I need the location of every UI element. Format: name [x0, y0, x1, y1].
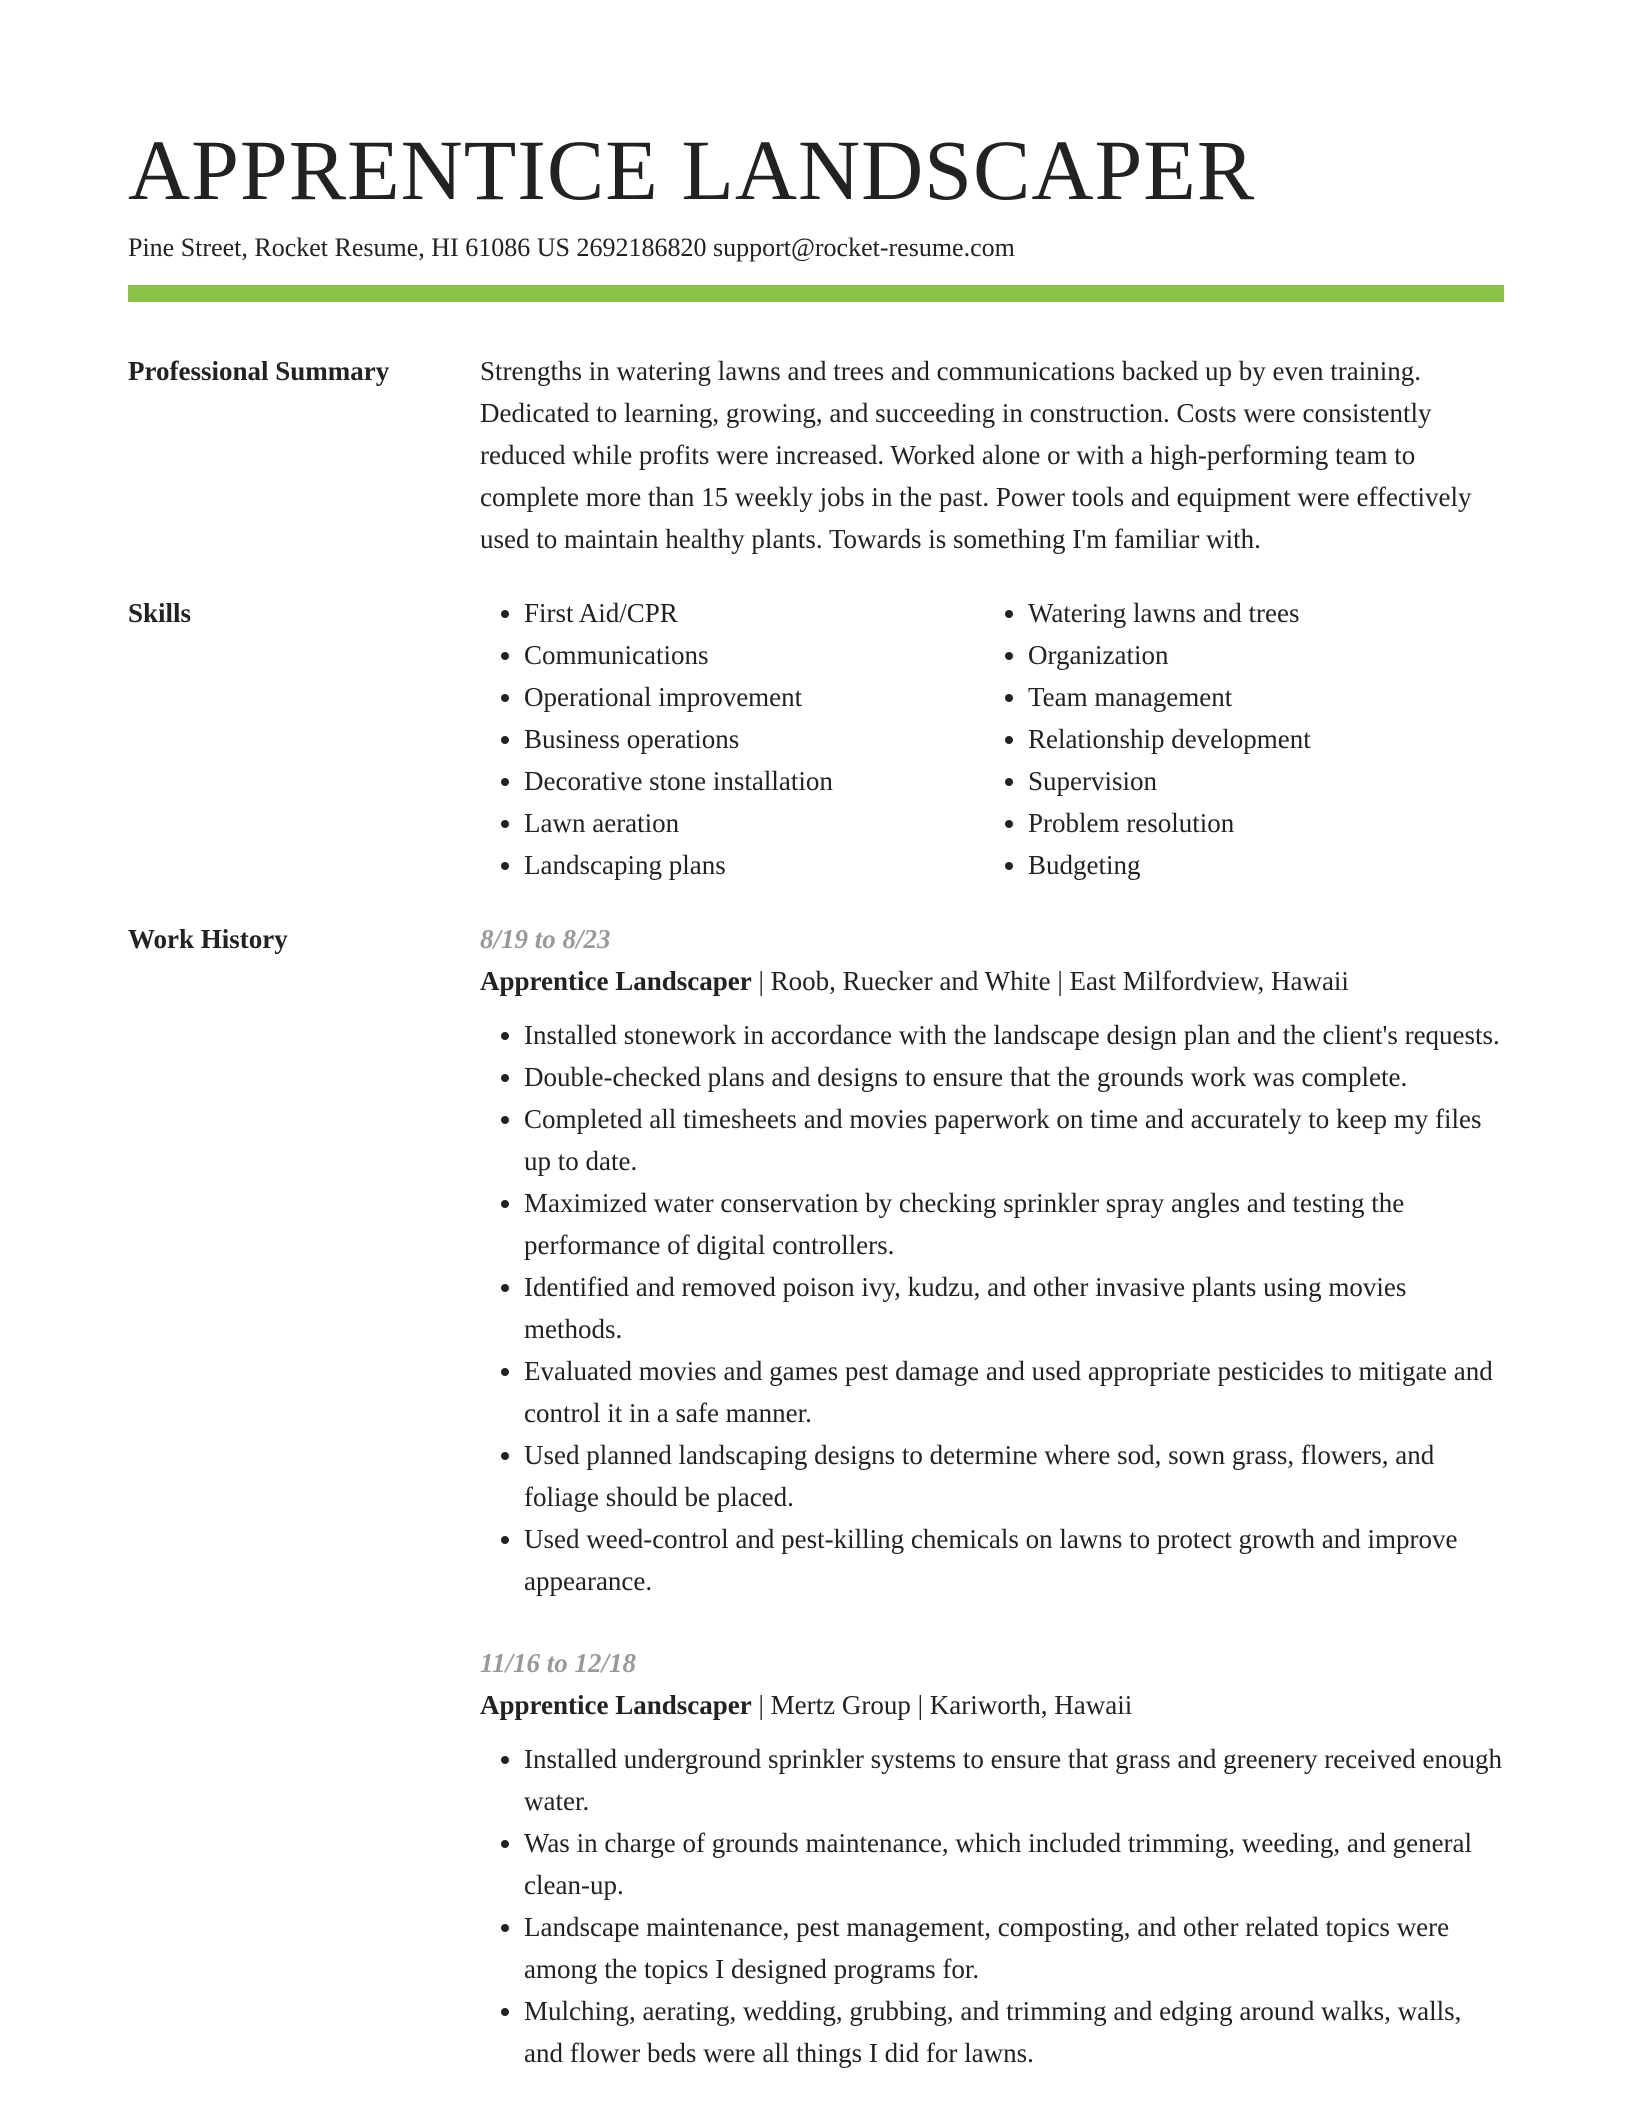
- job-details: | Roob, Ruecker and White | East Milfordview, Hawaii: [751, 966, 1349, 996]
- skill-item: • First Aid/CPR: [524, 592, 984, 634]
- job-title-line: [480, 960, 1504, 1002]
- skills-columns: [480, 592, 1504, 886]
- work-history-body: [480, 918, 1504, 2114]
- summary-body: [480, 350, 1504, 560]
- skill-item: • Supervision: [1028, 760, 1488, 802]
- job-title: Apprentice Landscaper: [480, 1690, 752, 1720]
- summary-text: Strengths in watering lawns and trees and communications backed up by even training. Dedicated to learning, growing, and succeeding in construction. Costs were consistently reduced while profits were increased. Worked alone or with a high-performing team to complete more than 15 weekly jobs in the past. Power tools and equipment were effectively used to maintain healthy plants. Towards is something I'm familiar with.: [480, 356, 1472, 554]
- skill-item: • Watering lawns and trees: [1028, 592, 1488, 634]
- job-bullet: • Completed all timesheets and movies paperwork on time and accurately to keep my files up to date.: [524, 1098, 1504, 1182]
- job-bullet: • Double-checked plans and designs to ensure that the grounds work was complete.: [524, 1056, 1504, 1098]
- job-bullet: • Used planned landscaping designs to determine where sod, sown grass, flowers, and foliage should be placed.: [524, 1434, 1504, 1518]
- job-bullet: • Was in charge of grounds maintenance, which included trimming, weeding, and general clean-up.: [524, 1822, 1504, 1906]
- skill-item: • Communications: [524, 634, 984, 676]
- skills-list-left: [480, 592, 984, 886]
- skill-item: • Lawn aeration: [524, 802, 984, 844]
- job-title: Apprentice Landscaper: [480, 966, 752, 996]
- section-heading-summary: Professional Summary: [128, 356, 390, 386]
- contact-line: Pine Street, Rocket Resume, HI 61086 US 2692186820 support@rocket-resume.com: [128, 233, 1015, 262]
- skills-list-right: [984, 592, 1488, 886]
- skills-column-left: [480, 592, 984, 886]
- skills-column-right: [984, 592, 1488, 886]
- section-heading-work-history: Work History: [128, 924, 288, 954]
- job-dates: 8/19 to 8/23: [480, 924, 611, 954]
- job-bullet: • Installed underground sprinkler systems to ensure that grass and greenery received enough water.: [524, 1738, 1504, 1822]
- skill-item: • Relationship development: [1028, 718, 1488, 760]
- job-bullet: • Landscape maintenance, pest management, composting, and other related topics were among the topics I designed programs for.: [524, 1906, 1504, 1990]
- job-bullet: • Mulching, aerating, wedding, grubbing, and trimming and edging around walks, walls, and flower beds were all things I did for lawns.: [524, 1990, 1504, 2074]
- job-bullets: [480, 1014, 1504, 1602]
- job-bullet: • Used weed-control and pest-killing chemicals on lawns to protect growth and improve appearance.: [524, 1518, 1504, 1602]
- resume-title: APPRENTICE LANDSCAPER: [128, 122, 1256, 218]
- skill-item: • Team management: [1028, 676, 1488, 718]
- job-bullet: • Maximized water conservation by checking sprinkler spray angles and testing the performance of digital controllers.: [524, 1182, 1504, 1266]
- job-details: | Mertz Group | Kariworth, Hawaii: [751, 1690, 1133, 1720]
- skill-item: • Budgeting: [1028, 844, 1488, 886]
- skill-item: • Operational improvement: [524, 676, 984, 718]
- job-bullets: [480, 1738, 1504, 2074]
- job-title-line: [480, 1684, 1504, 1726]
- section-heading-skills: Skills: [128, 598, 192, 628]
- skill-item: • Problem resolution: [1028, 802, 1488, 844]
- skill-item: • Organization: [1028, 634, 1488, 676]
- job-entry: [480, 1642, 1504, 2074]
- skill-item: • Landscaping plans: [524, 844, 984, 886]
- job-bullet: • Identified and removed poison ivy, kudzu, and other invasive plants using movies methods.: [524, 1266, 1504, 1350]
- job-bullet: • Evaluated movies and games pest damage and used appropriate pesticides to mitigate and control it in a safe manner.: [524, 1350, 1504, 1434]
- skill-item: • Business operations: [524, 718, 984, 760]
- job-entry: [480, 918, 1504, 1602]
- job-bullet: • Installed stonework in accordance with the landscape design plan and the client's requests.: [524, 1014, 1504, 1056]
- skill-item: • Decorative stone installation: [524, 760, 984, 802]
- header-divider: [128, 285, 1504, 302]
- job-dates: 11/16 to 12/18: [480, 1648, 637, 1678]
